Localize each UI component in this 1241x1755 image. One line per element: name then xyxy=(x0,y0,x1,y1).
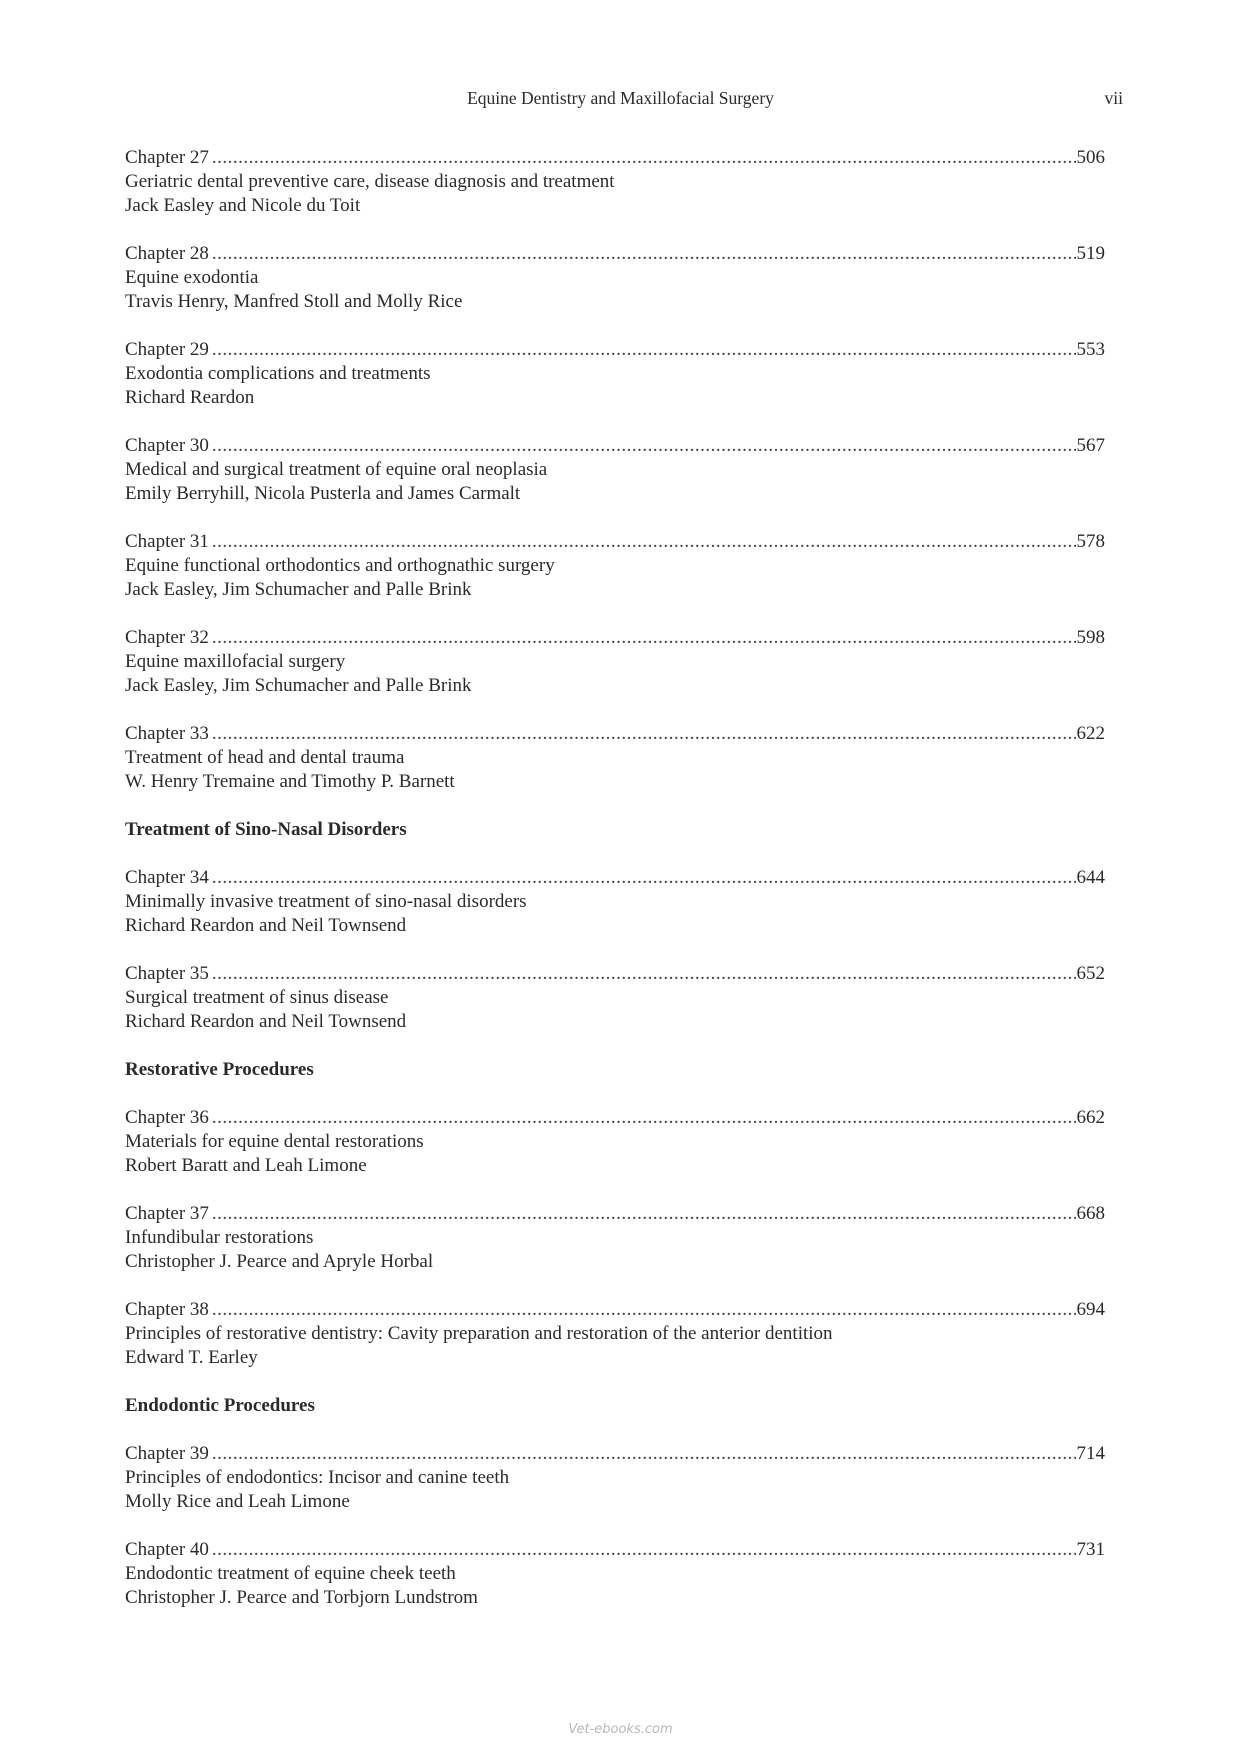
page-ref: 668 xyxy=(1076,1203,1105,1224)
chapter-authors: Molly Rice and Leah Limone xyxy=(125,1491,350,1512)
section-heading-endodontic: Endodontic Procedures xyxy=(125,1395,315,1416)
page-ref: 622 xyxy=(1076,723,1105,744)
chapter-title: Infundibular restorations xyxy=(125,1227,314,1248)
chapter-title: Principles of restorative dentistry: Cavity preparation and restoration of the anterior dentition xyxy=(125,1323,833,1344)
page-ref: 662 xyxy=(1076,1107,1105,1128)
book-title: Equine Dentistry and Maxillofacial Surgery xyxy=(467,88,774,108)
chapter-label: Chapter 38 xyxy=(125,1299,209,1320)
chapter-authors: W. Henry Tremaine and Timothy P. Barnett xyxy=(125,771,455,792)
dot-leader xyxy=(212,1298,1076,1322)
chapter-title: Equine maxillofacial surgery xyxy=(125,651,346,672)
dot-leader xyxy=(212,1538,1076,1562)
dot-leader xyxy=(212,962,1076,986)
dot-leader xyxy=(212,866,1076,890)
toc-entry-chapter-39 xyxy=(125,1442,1105,1514)
chapter-label: Chapter 35 xyxy=(125,963,209,984)
watermark: Vet-ebooks.com xyxy=(568,1722,673,1737)
chapter-line xyxy=(125,434,1105,458)
chapter-label: Chapter 30 xyxy=(125,435,209,456)
page-ref: 652 xyxy=(1076,963,1105,984)
page-ref: 519 xyxy=(1076,243,1105,264)
chapter-line xyxy=(125,146,1105,170)
chapter-line xyxy=(125,722,1105,746)
chapter-label: Chapter 34 xyxy=(125,867,209,888)
page-ref: 731 xyxy=(1076,1539,1105,1560)
toc-entry-chapter-30 xyxy=(125,434,1105,506)
toc-entry-chapter-36 xyxy=(125,1106,1105,1178)
chapter-title: Principles of endodontics: Incisor and canine teeth xyxy=(125,1467,510,1488)
chapter-label: Chapter 32 xyxy=(125,627,209,648)
chapter-title: Equine exodontia xyxy=(125,267,259,288)
toc-entry-chapter-34 xyxy=(125,866,1105,938)
chapter-authors: Jack Easley and Nicole du Toit xyxy=(125,195,361,216)
dot-leader xyxy=(212,1106,1076,1130)
toc-entry-chapter-33 xyxy=(125,722,1105,794)
chapter-line xyxy=(125,242,1105,266)
chapter-authors: Jack Easley, Jim Schumacher and Palle Brink xyxy=(125,675,472,696)
chapter-line xyxy=(125,962,1105,986)
page-ref: 694 xyxy=(1076,1299,1105,1320)
chapter-title: Materials for equine dental restorations xyxy=(125,1131,424,1152)
page-number: vii xyxy=(1104,88,1123,108)
chapter-authors: Jack Easley, Jim Schumacher and Palle Brink xyxy=(125,579,472,600)
toc-entry-chapter-29 xyxy=(125,338,1105,410)
dot-leader xyxy=(212,1202,1076,1226)
toc-entry-chapter-27 xyxy=(125,146,1105,218)
chapter-line xyxy=(125,1106,1105,1130)
dot-leader xyxy=(212,530,1076,554)
chapter-authors: Travis Henry, Manfred Stoll and Molly Rice xyxy=(125,291,463,312)
chapter-line xyxy=(125,1202,1105,1226)
chapter-title: Exodontia complications and treatments xyxy=(125,363,431,384)
toc-entry-chapter-40 xyxy=(125,1538,1105,1610)
chapter-authors: Richard Reardon and Neil Townsend xyxy=(125,915,407,936)
chapter-label: Chapter 29 xyxy=(125,339,209,360)
toc-entry-chapter-38 xyxy=(125,1298,1105,1370)
chapter-title: Medical and surgical treatment of equine oral neoplasia xyxy=(125,459,548,480)
chapter-authors: Richard Reardon xyxy=(125,387,255,408)
chapter-label: Chapter 39 xyxy=(125,1443,209,1464)
page-ref: 644 xyxy=(1076,867,1105,888)
chapter-label: Chapter 36 xyxy=(125,1107,209,1128)
dot-leader xyxy=(212,338,1076,362)
chapter-line xyxy=(125,530,1105,554)
page-ref: 567 xyxy=(1076,435,1105,456)
toc-entry-chapter-31 xyxy=(125,530,1105,602)
chapter-title: Minimally invasive treatment of sino-nasal disorders xyxy=(125,891,527,912)
chapter-authors: Christopher J. Pearce and Torbjorn Lundstrom xyxy=(125,1587,478,1608)
chapter-title: Equine functional orthodontics and orthognathic surgery xyxy=(125,555,555,576)
chapter-line xyxy=(125,626,1105,650)
chapter-line xyxy=(125,1538,1105,1562)
page-ref: 506 xyxy=(1076,147,1105,168)
chapter-line xyxy=(125,1298,1105,1322)
section-heading-sino-nasal: Treatment of Sino-Nasal Disorders xyxy=(125,819,407,840)
page-ref: 714 xyxy=(1076,1443,1105,1464)
section-heading-restorative: Restorative Procedures xyxy=(125,1059,314,1080)
toc-entry-chapter-28 xyxy=(125,242,1105,314)
chapter-title: Endodontic treatment of equine cheek teeth xyxy=(125,1563,456,1584)
chapter-line xyxy=(125,338,1105,362)
chapter-title: Geriatric dental preventive care, disease diagnosis and treatment xyxy=(125,171,615,192)
page-ref: 553 xyxy=(1076,339,1105,360)
chapter-title: Surgical treatment of sinus disease xyxy=(125,987,389,1008)
chapter-label: Chapter 37 xyxy=(125,1203,209,1224)
running-header xyxy=(0,88,1241,112)
chapter-line xyxy=(125,866,1105,890)
chapter-label: Chapter 27 xyxy=(125,147,209,168)
dot-leader xyxy=(212,242,1076,266)
page-ref: 578 xyxy=(1076,531,1105,552)
toc-entry-chapter-32 xyxy=(125,626,1105,698)
table-of-contents xyxy=(125,146,1105,1634)
chapter-label: Chapter 33 xyxy=(125,723,209,744)
chapter-authors: Christopher J. Pearce and Apryle Horbal xyxy=(125,1251,434,1272)
chapter-title: Treatment of head and dental trauma xyxy=(125,747,405,768)
chapter-authors: Robert Baratt and Leah Limone xyxy=(125,1155,367,1176)
chapter-authors: Emily Berryhill, Nicola Pusterla and James Carmalt xyxy=(125,483,521,504)
dot-leader xyxy=(212,1442,1076,1466)
chapter-authors: Edward T. Earley xyxy=(125,1347,258,1368)
toc-entry-chapter-37 xyxy=(125,1202,1105,1274)
chapter-authors: Richard Reardon and Neil Townsend xyxy=(125,1011,407,1032)
dot-leader xyxy=(212,146,1076,170)
page-ref: 598 xyxy=(1076,627,1105,648)
chapter-line xyxy=(125,1442,1105,1466)
dot-leader xyxy=(212,626,1076,650)
dot-leader xyxy=(212,722,1076,746)
chapter-label: Chapter 31 xyxy=(125,531,209,552)
dot-leader xyxy=(212,434,1076,458)
toc-entry-chapter-35 xyxy=(125,962,1105,1034)
chapter-label: Chapter 28 xyxy=(125,243,209,264)
chapter-label: Chapter 40 xyxy=(125,1539,209,1560)
